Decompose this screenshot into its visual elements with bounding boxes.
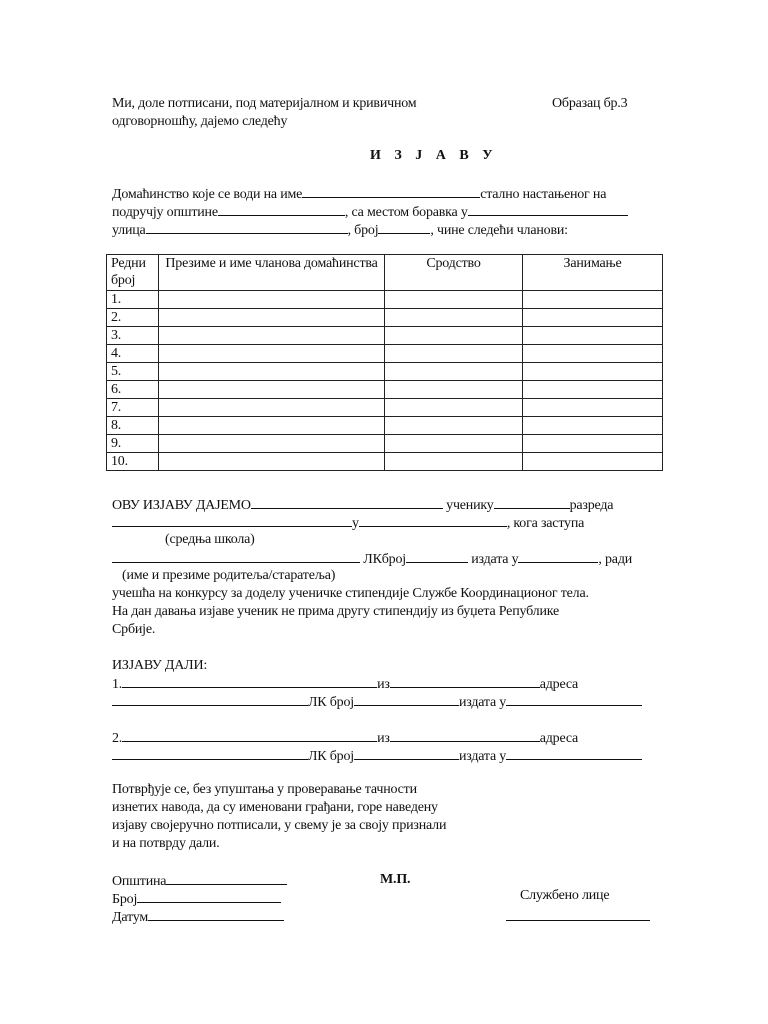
row-number-cell: 4. (107, 345, 159, 363)
occupation-cell[interactable] (523, 345, 663, 363)
document-title: И З Ј А В У (370, 148, 498, 163)
occupation-cell[interactable] (523, 363, 663, 381)
declaration-text: издата у (467, 552, 519, 567)
declaration-text: , кога заступа (506, 516, 585, 531)
members-table (106, 254, 663, 471)
occupation-cell[interactable] (523, 309, 663, 327)
member-name-cell[interactable] (159, 453, 385, 471)
member-name-cell[interactable] (159, 435, 385, 453)
household-text: , са местом боравка у (344, 205, 468, 220)
giver-text: ЛК број (308, 695, 354, 710)
row-number-cell: 5. (107, 363, 159, 381)
household-line-2 (112, 202, 628, 221)
occupation-cell[interactable] (523, 435, 663, 453)
name-blank[interactable] (302, 184, 480, 198)
declaration-text: ОВУ ИЗЈАВУ ДАЈЕМО (112, 498, 251, 513)
relation-cell[interactable] (385, 291, 523, 309)
confirmation-line-1: Потврђује се, без упуштања у проверавање тачности (112, 782, 417, 797)
header-name: Презиме и име чланова домаћинства (159, 255, 385, 291)
parent-blank[interactable] (112, 549, 360, 563)
household-text: Домаћинство које се води на име (112, 187, 303, 202)
giver-text: из (377, 677, 390, 692)
relation-cell[interactable] (385, 381, 523, 399)
giver-text: адреса (539, 677, 579, 692)
giver-2-address-blank[interactable] (112, 746, 308, 760)
footer-label: Број (112, 892, 138, 907)
member-name-cell[interactable] (159, 417, 385, 435)
table-row (107, 309, 663, 327)
row-number-cell: 6. (107, 381, 159, 399)
giver-2-line-2 (112, 746, 642, 765)
giver-1-issued-blank[interactable] (506, 692, 642, 706)
giver-1-address-blank[interactable] (112, 692, 308, 706)
givers-heading: ИЗЈАВУ ДАЛИ: (112, 658, 208, 673)
municipality-blank[interactable] (218, 202, 345, 216)
date-line (112, 907, 284, 926)
relation-cell[interactable] (385, 417, 523, 435)
stamp-place: М.П. (380, 872, 411, 887)
issued-blank[interactable] (518, 549, 598, 563)
giver-2-issued-blank[interactable] (506, 746, 642, 760)
giver-text: издата у (458, 749, 507, 764)
giver-number: 2. (112, 731, 123, 746)
declaration-line-1 (112, 495, 656, 514)
giver-2-name-blank[interactable] (122, 728, 377, 742)
member-name-cell[interactable] (159, 363, 385, 381)
occupation-cell[interactable] (523, 453, 663, 471)
relation-cell[interactable] (385, 399, 523, 417)
relation-cell[interactable] (385, 345, 523, 363)
giver-1-id-blank[interactable] (354, 692, 459, 706)
household-line-3 (112, 220, 568, 239)
member-name-cell[interactable] (159, 381, 385, 399)
declaration-text: у (352, 516, 359, 531)
date-footer-blank[interactable] (148, 907, 284, 921)
signature-line (506, 907, 650, 926)
household-text: улица (112, 223, 146, 238)
row-number-cell: 2. (107, 309, 159, 327)
residence-blank[interactable] (468, 202, 628, 216)
declaration-text: , ради (598, 552, 633, 567)
number-blank[interactable] (378, 220, 430, 234)
number-line (112, 889, 281, 908)
relation-cell[interactable] (385, 363, 523, 381)
declaration-text: ученику (442, 498, 494, 513)
giver-number: 1. (112, 677, 123, 692)
giver-2-id-blank[interactable] (354, 746, 459, 760)
member-name-cell[interactable] (159, 291, 385, 309)
header-occupation: Занимање (523, 255, 663, 291)
row-number-cell: 8. (107, 417, 159, 435)
official-signature-blank[interactable] (506, 907, 650, 921)
relation-cell[interactable] (385, 453, 523, 471)
household-text: стално настањеног на (480, 187, 607, 202)
giver-2-from-blank[interactable] (390, 728, 540, 742)
parent-caption: (име и презиме родитеља/старатеља) (122, 568, 336, 583)
member-name-cell[interactable] (159, 399, 385, 417)
intro-line-1: Ми, доле потписани, под материјалном и кривичном (112, 96, 417, 111)
row-number-cell: 7. (107, 399, 159, 417)
occupation-cell[interactable] (523, 399, 663, 417)
table-row (107, 345, 663, 363)
declaration-line-6: учешћа на конкурсу за доделу ученичке стипендије Службе Координационог тела. (112, 586, 589, 601)
household-line-1 (112, 184, 656, 203)
declaration-text: ЛКброј (360, 552, 406, 567)
declaration-text: разреда (569, 498, 614, 513)
giver-text: ЛК број (308, 749, 354, 764)
place-blank[interactable] (359, 513, 507, 527)
household-text: подручју општине (112, 205, 218, 220)
table-row (107, 435, 663, 453)
giver-text: из (377, 731, 390, 746)
student-blank[interactable] (494, 495, 570, 509)
giver-text: адреса (539, 731, 579, 746)
table-row (107, 363, 663, 381)
street-blank[interactable] (146, 220, 348, 234)
intro-line-2: одговорношћу, дајемо следећу (112, 114, 288, 129)
member-name-cell[interactable] (159, 309, 385, 327)
relation-cell[interactable] (385, 327, 523, 345)
giver-text: издата у (458, 695, 507, 710)
member-name-cell[interactable] (159, 327, 385, 345)
row-number-cell: 9. (107, 435, 159, 453)
occupation-cell[interactable] (523, 327, 663, 345)
declaration-blank[interactable] (251, 495, 443, 509)
giver-1-name-blank[interactable] (122, 674, 377, 688)
declaration-line-4 (112, 549, 632, 568)
household-text: , број (347, 223, 379, 238)
number-footer-blank[interactable] (137, 889, 281, 903)
municipality-footer-blank[interactable] (166, 871, 287, 885)
table-row (107, 453, 663, 471)
occupation-cell[interactable] (523, 291, 663, 309)
municipality-line (112, 871, 287, 890)
confirmation-line-3: изјаву својеручно потписали, у свему је за своју признали (112, 818, 447, 833)
declaration-line-8: Србије. (112, 622, 156, 637)
confirmation-line-4: и на потврду дали. (112, 836, 220, 851)
giver-1-from-blank[interactable] (390, 674, 540, 688)
form-number: Образац бр.3 (552, 96, 628, 111)
footer-label: Датум (112, 910, 149, 925)
official-label: Службено лице (520, 888, 610, 903)
giver-2-line-1 (112, 728, 578, 747)
member-name-cell[interactable] (159, 345, 385, 363)
school-caption: (средња школа) (165, 532, 255, 547)
table-row (107, 399, 663, 417)
occupation-cell[interactable] (523, 417, 663, 435)
household-text: , чине следећи чланови: (430, 223, 568, 238)
row-number-cell: 1. (107, 291, 159, 309)
occupation-cell[interactable] (523, 381, 663, 399)
relation-cell[interactable] (385, 435, 523, 453)
table-header-row (107, 255, 663, 291)
table-row (107, 417, 663, 435)
table-row (107, 291, 663, 309)
table-row (107, 381, 663, 399)
row-number-cell: 10. (107, 453, 159, 471)
school-blank[interactable] (112, 513, 352, 527)
confirmation-line-2: изнетих навода, да су именовани грађани, горе наведену (112, 800, 438, 815)
id-number-blank[interactable] (406, 549, 468, 563)
table-row (107, 327, 663, 345)
header-ordinal: Редни број (107, 255, 159, 291)
header-relation: Сродство (385, 255, 523, 291)
declaration-line-7: На дан давања изјаве ученик не прима другу стипендију из буџета Републике (112, 604, 560, 619)
giver-1-line-2 (112, 692, 642, 711)
declaration-line-2 (112, 513, 584, 532)
giver-1-line-1 (112, 674, 578, 693)
row-number-cell: 3. (107, 327, 159, 345)
footer-label: Општина (112, 874, 167, 889)
relation-cell[interactable] (385, 309, 523, 327)
